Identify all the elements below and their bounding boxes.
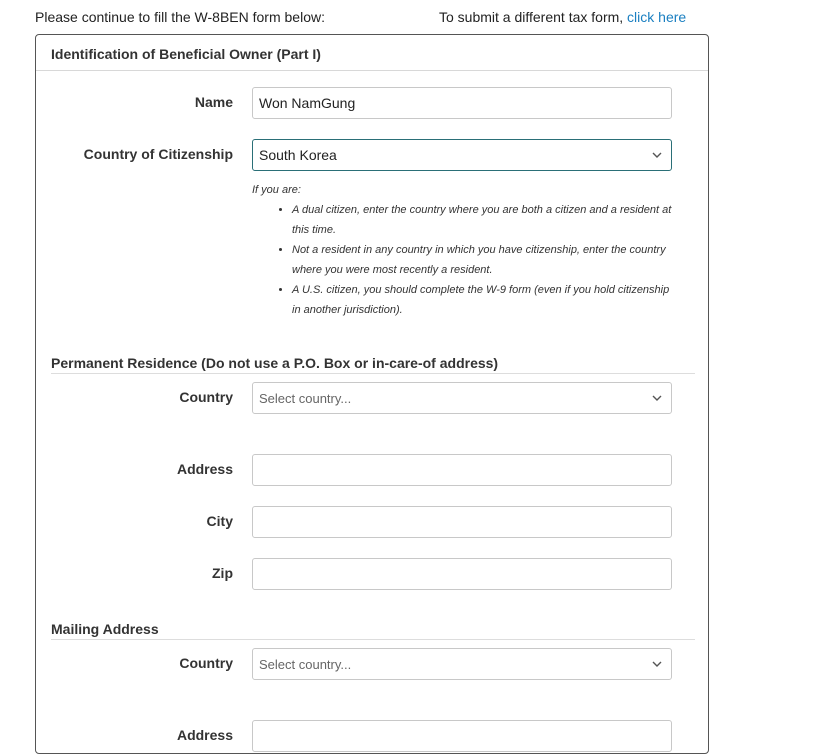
help-intro: If you are: [252,184,301,196]
chevron-down-icon [651,392,663,404]
permanent-country-select[interactable] [252,382,672,414]
permanent-city-input[interactable] [252,506,672,538]
mailing-address-input[interactable] [252,720,672,752]
chevron-down-icon [651,149,663,161]
permanent-zip-label: Zip [212,565,233,581]
intro-bar [35,9,707,25]
permanent-country-placeholder: Select country... [259,391,352,406]
intro-text: Please continue to fill the W-8BEN form below: [35,9,325,25]
permanent-zip-input[interactable] [252,558,672,590]
help-item: • A dual citizen, enter the country where you are both a citizen and a resident at this time. [292,200,672,240]
help-list [252,200,672,320]
permanent-city-label: City [206,513,233,529]
help-item: • Not a resident in any country in which you have citizenship, enter the country where you were most recently a resident. [292,240,672,280]
mailing-country-placeholder: Select country... [259,657,352,672]
chevron-down-icon [651,658,663,670]
w8ben-panel [35,34,709,754]
mailing-country-label: Country [179,655,233,671]
section-divider [51,373,695,374]
name-label: Name [194,94,233,110]
mailing-address-title: Mailing Address [51,621,159,637]
panel-title: Identification of Beneficial Owner (Part I) [36,35,708,71]
alt-form-text: To submit a different tax form, [439,9,624,25]
citizenship-help [252,180,672,320]
citizenship-label: Country of Citizenship [83,146,233,162]
click-here-link[interactable]: click here [627,9,687,25]
help-item: • A U.S. citizen, you should complete the W-9 form (even if you hold citizenship in another jurisdiction). [292,280,672,320]
mailing-country-select[interactable] [252,648,672,680]
permanent-address-label: Address [176,461,233,477]
name-value: Won NamGung [259,95,356,111]
citizenship-select[interactable] [252,139,672,171]
mailing-address-label: Address [176,727,233,743]
permanent-country-label: Country [179,389,233,405]
permanent-address-input[interactable] [252,454,672,486]
name-input[interactable] [252,87,672,119]
citizenship-value: South Korea [259,147,337,163]
alt-form-prompt [439,9,686,25]
permanent-residence-title: Permanent Residence (Do not use a P.O. Box or in-care-of address) [51,355,499,371]
section-divider [51,639,695,640]
